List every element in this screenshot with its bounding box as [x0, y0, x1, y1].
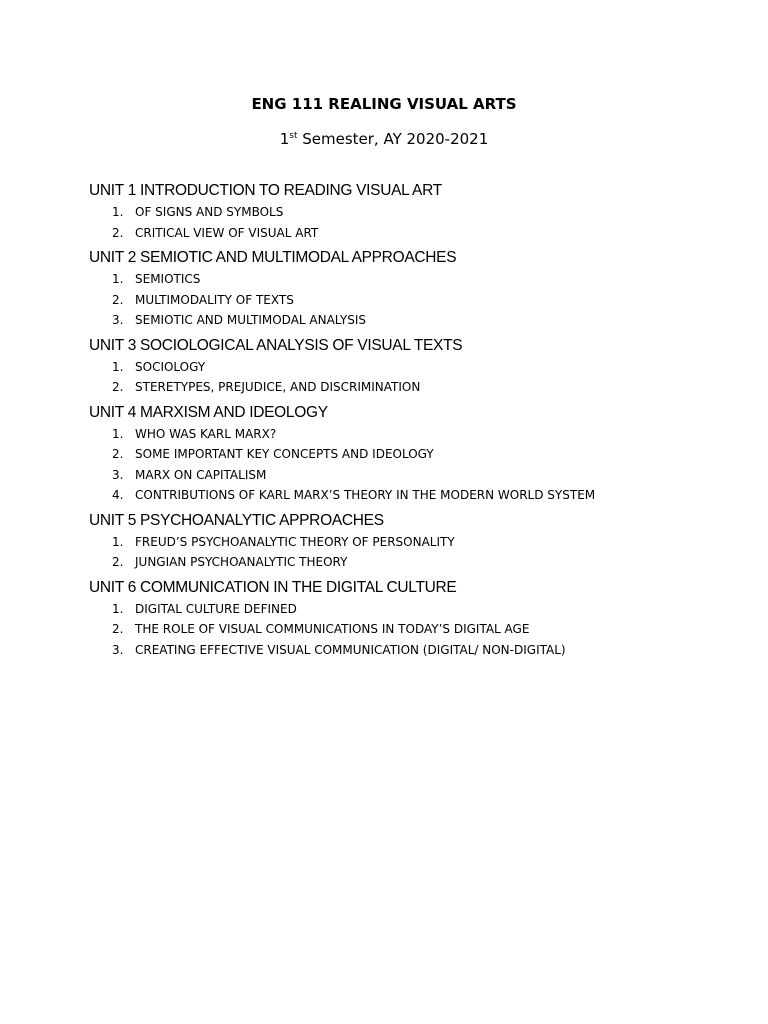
unit-section — [89, 247, 729, 331]
unit-heading: UNIT 5 PSYCHOANALYTIC APPROACHES — [89, 511, 384, 529]
list-item-text: SOME IMPORTANT KEY CONCEPTS AND IDEOLOGY — [135, 447, 434, 461]
list-item — [89, 269, 729, 290]
list-item — [89, 552, 729, 573]
list-item-number: 2. — [112, 447, 124, 461]
list-item-number: 2. — [112, 225, 124, 240]
list-item-number: 1. — [112, 205, 124, 219]
list-item-number: 1. — [112, 534, 124, 549]
unit-section — [89, 510, 729, 573]
unit-heading: UNIT 6 COMMUNICATION IN THE DIGITAL CULTURE — [89, 578, 457, 596]
list-item-text: CRITICAL VIEW OF VISUAL ART — [135, 225, 319, 240]
semester-text: Semester, AY 2020-2021 — [297, 130, 489, 148]
list-item-number: 1. — [112, 359, 124, 374]
list-item-number: 2. — [112, 622, 124, 636]
unit-item-list — [89, 424, 729, 506]
unit-section — [89, 180, 729, 243]
list-item — [89, 444, 729, 465]
list-item-text: STERETYPES, PREJUDICE, AND DISCRIMINATION — [135, 380, 421, 394]
list-item-text: WHO WAS KARL MARX? — [135, 426, 277, 441]
list-item — [89, 357, 729, 378]
list-item — [89, 532, 729, 553]
list-item — [89, 424, 729, 445]
list-item — [89, 599, 729, 620]
unit-heading: UNIT 4 MARXISM AND IDEOLOGY — [89, 403, 328, 421]
list-item-text: MARX ON CAPITALISM — [135, 467, 267, 482]
list-item-number: 4. — [112, 488, 124, 502]
list-item-number: 3. — [112, 313, 124, 327]
semester-line — [0, 130, 768, 148]
list-item-number: 2. — [112, 292, 124, 307]
unit-item-list — [89, 357, 729, 398]
list-item-text: FREUD’S PSYCHOANALYTIC THEORY OF PERSONALITY — [135, 534, 455, 549]
list-item — [89, 377, 729, 398]
unit-section — [89, 335, 729, 398]
list-item-text: SEMIOTIC AND MULTIMODAL ANALYSIS — [135, 313, 367, 327]
unit-item-list — [89, 269, 729, 331]
list-item — [89, 310, 729, 331]
list-item — [89, 223, 729, 244]
list-item-text: THE ROLE OF VISUAL COMMUNICATIONS IN TODAY’S DIGITAL AGE — [135, 622, 530, 636]
list-item — [89, 290, 729, 311]
unit-section — [89, 402, 729, 506]
document-title: ENG 111 REALING VISUAL ARTS — [251, 95, 517, 113]
list-item — [89, 619, 729, 640]
list-item-number: 2. — [112, 555, 124, 569]
list-item-text: JUNGIAN PSYCHOANALYTIC THEORY — [135, 555, 348, 569]
list-item — [89, 202, 729, 223]
list-item — [89, 640, 729, 661]
list-item-number: 1. — [112, 426, 124, 441]
semester-ordinal: 1 — [279, 130, 290, 148]
list-item-number: 2. — [112, 380, 124, 394]
list-item-text: SEMIOTICS — [135, 272, 201, 286]
unit-item-list — [89, 599, 729, 661]
semester-ordinal-suffix: st — [289, 131, 298, 141]
list-item — [89, 465, 729, 486]
list-item-number: 1. — [112, 601, 124, 616]
list-item-text: MULTIMODALITY OF TEXTS — [135, 292, 294, 307]
list-item-number: 3. — [112, 467, 124, 482]
unit-heading: UNIT 1 INTRODUCTION TO READING VISUAL ART — [89, 182, 442, 199]
list-item-text: SOCIOLOGY — [135, 359, 206, 374]
unit-item-list — [89, 532, 729, 573]
list-item-text: CREATING EFFECTIVE VISUAL COMMUNICATION (DIGITAL/ NON-DIGITAL) — [135, 642, 566, 657]
unit-section — [89, 577, 729, 661]
list-item-text: OF SIGNS AND SYMBOLS — [135, 205, 284, 219]
list-item-text: DIGITAL CULTURE DEFINED — [135, 601, 297, 616]
list-item — [89, 485, 729, 506]
list-item-number: 3. — [112, 642, 124, 657]
unit-heading: UNIT 2 SEMIOTIC AND MULTIMODAL APPROACHES — [89, 249, 457, 266]
unit-heading: UNIT 3 SOCIOLOGICAL ANALYSIS OF VISUAL TEXTS — [89, 336, 463, 354]
list-item-number: 1. — [112, 272, 124, 286]
unit-item-list — [89, 202, 729, 243]
list-item-text: CONTRIBUTIONS OF KARL MARX’S THEORY IN THE MODERN WORLD SYSTEM — [135, 488, 596, 502]
units-list — [89, 180, 729, 662]
